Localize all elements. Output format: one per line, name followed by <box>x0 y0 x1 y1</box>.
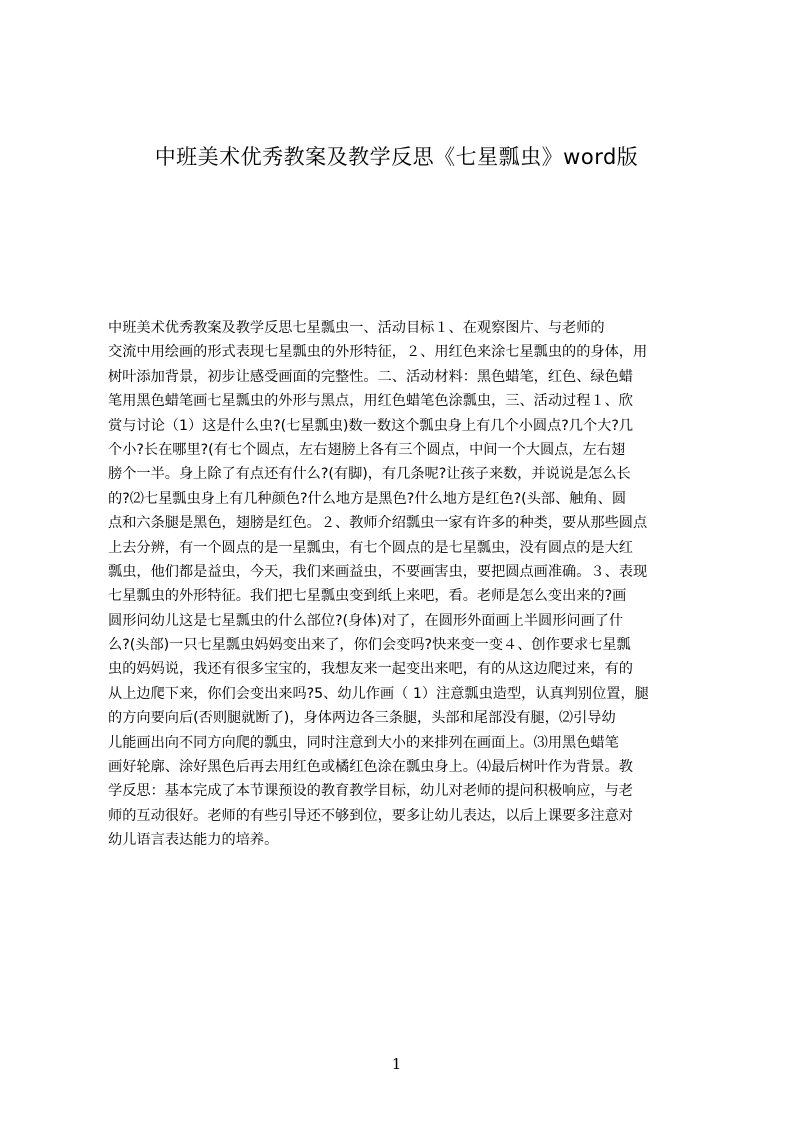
body-line: 幼儿语言表达能力的培养。 <box>108 832 279 849</box>
body-line: 赏与讨论（1）这是什么虫?(七星瓢虫)数一数这个瓢虫身上有几个小圆点?几个大?几 <box>108 417 634 434</box>
body-line: 树叶添加背景，初步让感受画面的完整性。二、活动材料：黑色蜡笔，红色、绿色蜡 <box>108 368 633 385</box>
body-line: 七星瓢虫的外形特征。我们把七星瓢虫变到纸上来吧，看。老师是怎么变出来的?画 <box>108 588 627 605</box>
document-body <box>108 316 698 876</box>
body-line: 虫的妈妈说，我还有很多宝宝的，我想友来一起变出来吧，有的从这边爬过来，有的 <box>108 661 633 678</box>
body-line: 学反思：基本完成了本节课预设的教育教学目标，幼儿对老师的提问积极响应，与老 <box>108 783 633 800</box>
body-line: 瓢虫，他们都是益虫，今天，我们来画益虫，不要画害虫，要把圆点画准确。３、表现 <box>108 563 648 580</box>
document-title: 中班美术优秀教案及教学反思《七星瓢虫》word版 <box>154 145 639 169</box>
body-line: 儿能画出向不同方向爬的瓢虫，同时注意到大小的来排列在画面上。⑶用黑色蜡笔 <box>108 734 619 751</box>
body-line: 上去分辨，有一个圆点的是一星瓢虫，有七个圆点的是七星瓢虫，没有圆点的是大红 <box>108 539 633 556</box>
body-line: 交流中用绘画的形式表现七星瓢虫的外形特征，２、用红色来涂七星瓢虫的的身体，用 <box>108 344 648 361</box>
body-line: 圆形问幼儿这是七星瓢虫的什么部位?(身体)对了，在圆形外面画上半圆形问画了什 <box>108 612 624 629</box>
body-line: 个小?长在哪里?(有七个圆点，左右翅膀上各有三个圆点，中间一个大圆点，左右翅 <box>108 441 626 458</box>
body-line: 师的互动很好。老师的有些引导还不够到位，要多让幼儿表达，以后上课要多注意对 <box>108 807 633 824</box>
body-line: 膀个一半。身上除了有点还有什么?(有脚)，有几条呢?让孩子来数，并说说是怎么长 <box>108 466 631 483</box>
body-line: 的方向要向后(否则腿就断了)，身体两边各三条腿，头部和尾部没有腿，⑵引导幼 <box>108 710 616 727</box>
body-line: 中班美术优秀教案及教学反思七星瓢虫一、活动目标１、在观察图片、与老师的 <box>108 320 605 336</box>
body-line: 从上边爬下来，你们会变出来吗?5、幼儿作画（ 1）注意瓢虫造型，认真判别位置，腿 <box>108 685 649 702</box>
page-number: 1 <box>391 1055 402 1073</box>
body-line: 点和六条腿是黑色，翅膀是红色。２、教师介绍瓢虫一家有许多的种类，要从那些圆点 <box>108 515 648 532</box>
body-line: 笔用黑色蜡笔画七星瓢虫的外形与黑点，用红色蜡笔色涂瓢虫，三、活动过程１、欣 <box>108 393 633 410</box>
body-line: 么?(头部)一只七星瓢虫妈妈变出来了，你们会变吗?快来变一变４、创作要求七星瓢 <box>108 637 631 654</box>
body-line: 画好轮廓、涂好黑色后再去用红色或橘红色涂在瓢虫身上。⑷最后树叶作为背景。教 <box>108 759 633 776</box>
body-line: 的?⑵七星瓢虫身上有几种颜色?什么地方是黑色?什么地方是红色?(头部、触角、圆 <box>108 490 627 507</box>
